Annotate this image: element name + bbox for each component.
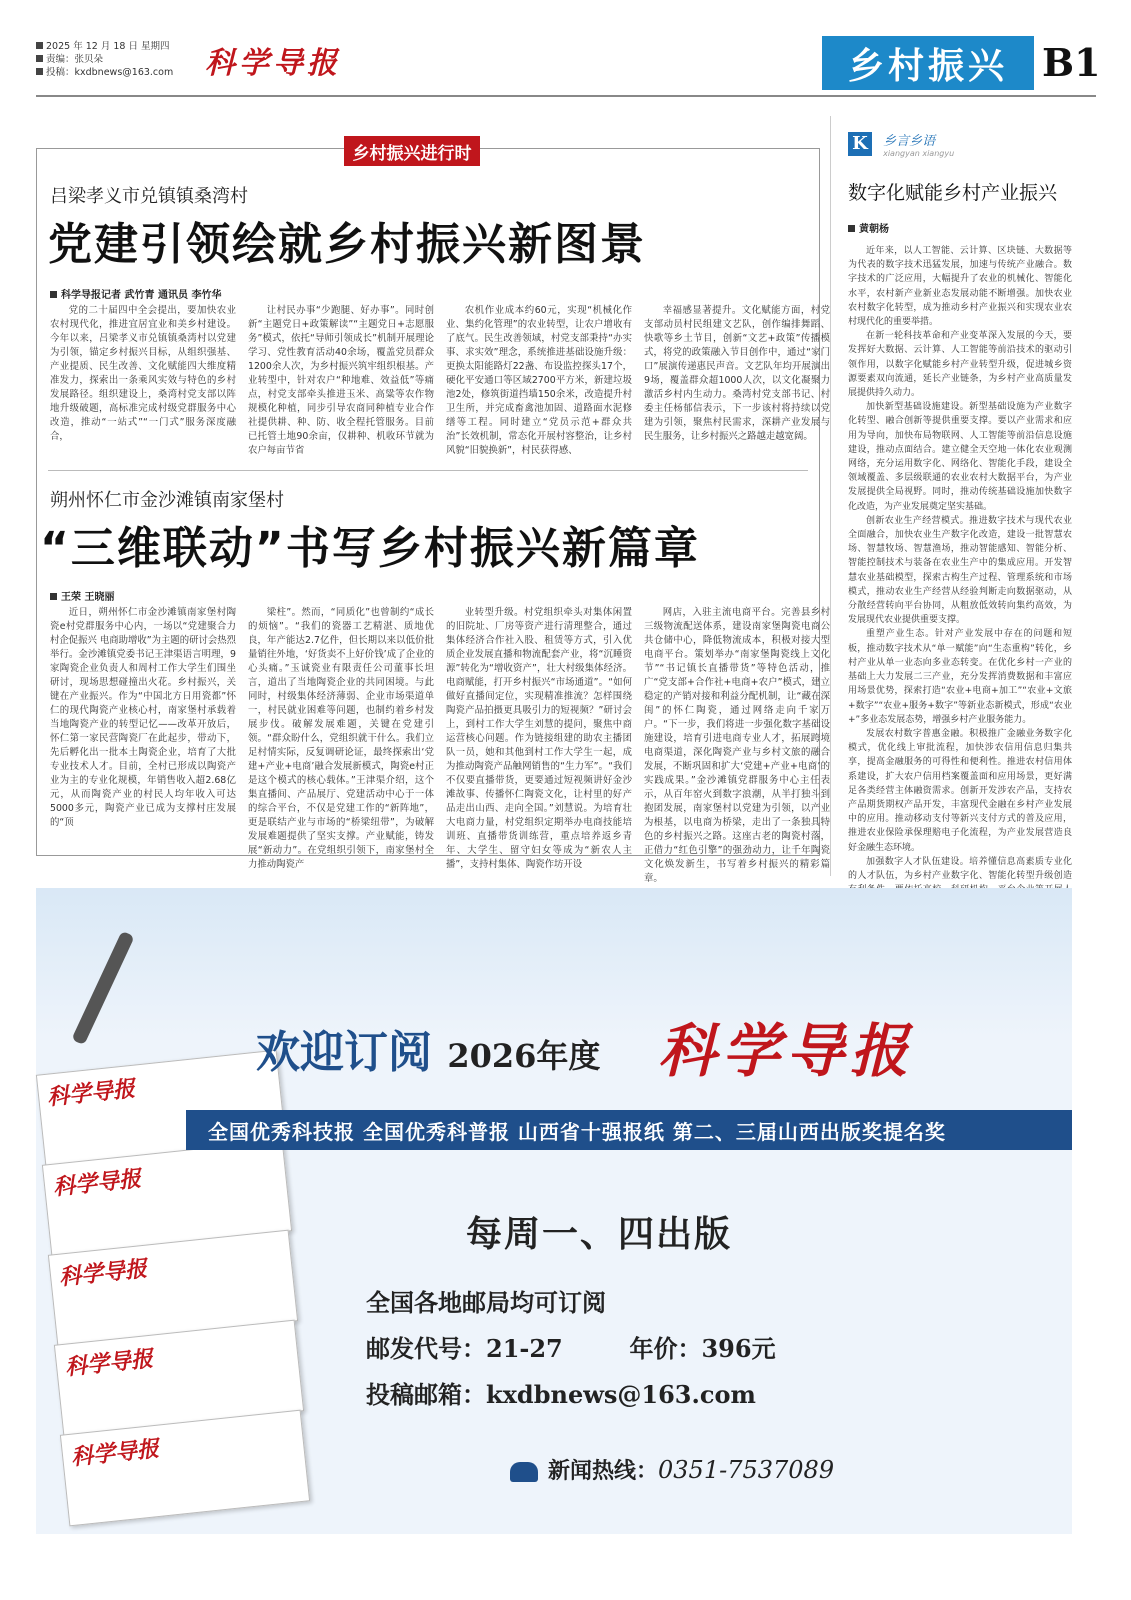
article-separator bbox=[48, 470, 808, 471]
newspaper-thumb-logo: 科学导报 bbox=[69, 1435, 161, 1471]
column-body bbox=[848, 244, 1072, 940]
article2-col-1: 近日，朔州怀仁市金沙滩镇南家堡村陶瓷e村党群服务中心内，一场以“党建聚合力 村企促振兴 电商助增收”为主题的研讨会热烈举行。金沙滩镇党委书记王津渠语言明理，9家陶瓷企业负责人和周村工作大学生们围坐研讨，现场思想碰撞出火花。乡村振兴，关键在产业振兴。作为“中国北方日用瓷都”怀仁的现代陶瓷产业核心村，南家堡村承载着当地陶瓷产业的转型记忆——改革开放后，怀仁第一家民营陶瓷厂在此起步，带动下，先后孵化出一批本土陶瓷企业，培育了大批专业技术人才。目前，全村已形成以陶瓷产业为主的专业化规模，年销售收入超2.68亿元，从而陶瓷产业的村民人均年收入可达5000多元，陶瓷产业已成为支撑村庄发展的“顶 bbox=[50, 607, 236, 828]
publish-schedule: 每周一、四出版 bbox=[466, 1213, 733, 1255]
postal-code: 邮发代号：21-27 bbox=[366, 1334, 563, 1363]
page-number: B1 bbox=[1042, 40, 1101, 85]
newspaper-thumb-logo: 科学导报 bbox=[63, 1345, 155, 1381]
column-para: 发展农村数字普惠金融。积极推广金融业务数字化模式，优化线上审批流程，加快涉农信用信息归集共享，提高金融服务的可得性和便利性。推进农村信用体系建设，扩大农户信用档案覆盖面和应用场景，更好满足各类经营主体融资需求。创新开发涉农产品，支持农产品期货期权产品开发，丰富现代金融在乡村产业发展中的应用。推动移动支付等新兴支付方式的普及应用，推进农业保险承保理赔电子化流程，为产业发展营造良好金融生态环境。 bbox=[848, 728, 1072, 853]
column-byline: 黄朝杨 bbox=[848, 220, 889, 235]
submission-email: 投稿：kxdbnews@163.com bbox=[36, 66, 173, 79]
subscription-year: 2026年度 bbox=[447, 1037, 601, 1075]
article1-col-2: 让村民办事“少跑腿、好办事”。同时创新“主题党日+政策解读”“主题党日+志愿服务”模式，依托“导师引领成长”机制开展理论学习、党性教育活动40余场，覆盖党员群众1200余人次，为乡村振兴筑牢组织根基。产业转型中，针对农户“种地难、效益低”等痛点，村党支部牵头推进玉米、高粱等农作物规模化种植，同步引导农商同种植专业合作社提供耕、种、防、收全程托管服务。目前已托管土地90余亩，仅耕种、机收环节就为农户每亩节省 bbox=[248, 305, 434, 456]
column-header bbox=[848, 130, 954, 158]
column-name-en: xiangyan xiangyu bbox=[883, 149, 955, 158]
column-divider bbox=[830, 116, 831, 876]
section-banner bbox=[822, 36, 1034, 90]
column-name-cn: 乡言乡语 bbox=[883, 134, 936, 149]
article1-body bbox=[50, 304, 830, 464]
annual-price: 年价：396元 bbox=[629, 1334, 776, 1363]
hotline-label: 新闻热线： bbox=[548, 1458, 659, 1484]
masthead-meta bbox=[36, 40, 173, 79]
promo-paper-logo: 科学导报 bbox=[658, 1017, 915, 1085]
article2-headline: “三维联动”书写乡村振兴新篇章 bbox=[40, 523, 700, 574]
article1-col-1: 党的二十届四中全会提出，要加快农业农村现代化，推进宜居宜业和美乡村建设。今年以来，吕梁孝义市兑镇镇桑湾村以党建为引领，锚定乡村振兴目标，从组织强基、产业提质、民生改善、文化赋能四大维度精准发力，探索出一条乘风实效与特色的乡村发展路径。组织建设上，桑湾村党支部以阵地升级破题，高标准完成村级党群服务中心改造，推动“一站式”“一门式”服务深度融合， bbox=[50, 305, 236, 442]
column-para: 近年来，以人工智能、云计算、区块链、大数据等为代表的数字技术迅猛发展，加速与传统产业融合。数字技术的广泛应用，大幅提升了农业的机械化、智能化水平，农村新产业新业态发展动能不断增强。加快农业农村数字化转型，成为推动乡村产业振兴和实现农业农村现代化的重要举措。 bbox=[848, 246, 1072, 328]
article2-col-3: 业转型升级。村党组织牵头对集体闲置的旧院址、厂房等资产进行清理整合，通过集体经济合作社入股、租赁等方式，引入优质企业发展直播和物流配套产业，将“沉睡资源”转化为“增收资产”，壮大村级集体经济。电商赋能，打开乡村振兴“市场通道”。“如何做好直播间定位，实现精准推流？怎样围绕陶瓷产品拍摄更具吸引力的短视频？”研讨会上，到村工作大学生刘慧的提问，聚焦中商运营核心问题。作为链接组建的助农主播团队一员，她和其他到村工作大学生一起，成为推动陶瓷产品触网销售的“生力军”。“我们不仅要直播带货，更要通过短视频讲好金沙滩故事、传播怀仁陶瓷文化，让村里的好产品走出山西、走向全国。”刘慧说。为培育壮大电商力量，村党组织定期举办电商技能培训班、直播带货训练营，重点培养返乡青年、大学生、留守妇女等成为“新农人主播”，支持村集体、陶瓷作坊开设 bbox=[446, 607, 632, 870]
issue-date: 2025 年 12 月 18 日 星期四 bbox=[36, 40, 173, 53]
awards-banner: 全国优秀科技报 全国优秀科普报 山西省十强报纸 第二、三届山西出版奖提名奖 bbox=[186, 1110, 1072, 1150]
article1-col-3: 农机作业成本约60元，实现“机械化作业、集约化管理”的农业转型，让农户增收有了底气。民生改善领域，村党支部秉持“办实事、求实效”理念，系统推进基础设施升级：更换太阳能路灯22盏、布设监控探头17个，硬化平安通口等区域2700平方米，新建垃圾池2处，修筑街道挡墙150余米，改造提升村卫生所，并完成畜禽池加固、道路面水泥修缮等工程。同时建立“党员示范+群众共治”长效机制，常态化开展村容整治，让乡村风貌“旧貌换新”，村民获得感、 bbox=[446, 305, 632, 456]
newspaper-thumb-logo: 科学导报 bbox=[51, 1165, 143, 1201]
article2-byline: 王荣 王晓丽 bbox=[50, 588, 114, 603]
article2-body bbox=[50, 606, 830, 884]
post-office-line: 全国各地邮局均可订阅 bbox=[366, 1288, 606, 1317]
column-para: 重塑产业生态。针对产业发展中存在的问题和短板，推动数字技术从“单一赋能”向“生态重构”转化，乡村产业从单一业态向多业态转变。在优化乡村一产业的基础上大力发展二三产业，充分发挥消费数据和丰富应用场景优势，探索打造“农业+电商+加工”“农业+文旅+数字”“农业+服务+数字”等新业态新模式，形成“农业+”多业态发展态势，增强乡村产业服务能力。 bbox=[848, 629, 1072, 725]
article1-headline: 党建引领绘就乡村振兴新图景 bbox=[48, 219, 646, 270]
postal-code-line bbox=[366, 1326, 776, 1372]
feature-tag: 乡村振兴进行时 bbox=[344, 136, 480, 166]
submission-email-line: 投稿邮箱：kxdbnews@163.com bbox=[366, 1380, 756, 1409]
paper-logo: 科学导报 bbox=[205, 46, 341, 81]
article2-col-2: 梁柱”。然而，“同质化”也曾制约“成长的烦恼”。“我们的瓷器工艺精湛、质地优良，年产能达2.7亿件，但长期以来以低价批量销往外地，‘好货卖不上好价钱’成了企业的心头痛。”玉诚瓷业有限责任公司董事长坦言，道出了当地陶瓷企业的共同困境。与此同时，村级集体经济薄弱、企业市场渠道单一，村民就业困难等问题，也制约着乡村发展步伐。破解发展难题，关键在党建引领。“群众盼什么，党组织就干什么。我们立足村情实际，反复调研论证，最终探索出‘党建+产业+电商’融合发展新模式，陶瓷e村正是这个模式的核心载体。”王津渠介绍，这个集直播间、产品展厅、党建活动中心于一体的综合平台，不仅是党建工作的“新阵地”，更是联结产业与市场的“桥梁纽带”，为破解发展难题提供了坚实支撑。产业赋能，铸发展“新动力”。在党组织引领下，南家堡村全力推动陶瓷产 bbox=[248, 607, 434, 870]
subscription-info bbox=[366, 1280, 776, 1418]
article1-col-4: 幸福感显著提升。文化赋能方面，村党支部动员村民组建文艺队，创作编排舞蹈、快歌等乡土节目，创新“文艺+政策”传播模式，将党的政策融入节目创作中，通过“家门口”展演传递惠民声音。文艺队年均开展演出9场，覆盖群众超1000人次，以文化凝聚力激活乡村内生动力。桑湾村党支部书记、村委主任杨郁信表示，下一步该村将持续以党建为引领，聚焦村民需求，深耕产业发展与民生服务，让乡村振兴之路越走越宽阔。 bbox=[644, 305, 830, 442]
hotline-number: 0351-7537089 bbox=[658, 1456, 835, 1484]
section-title: 乡村振兴 bbox=[847, 45, 1008, 87]
article2-kicker: 朔州怀仁市金沙滩镇南家堡村 bbox=[50, 490, 284, 511]
column-para: 在新一轮科技革命和产业变革深入发展的今天，要发挥好大数据、云计算、人工智能等前沿技术的驱动引领作用，以数字化赋能乡村产业转型升级，促进城乡资源要素双向流通，延长产业链条，为乡村产业高质量发展提供持久动力。 bbox=[848, 331, 1072, 399]
welcome-text: 欢迎订阅 bbox=[256, 1027, 432, 1078]
article2-col-4: 网店，入驻主流电商平台。完善县乡村三级物流配送体系，建设南家堡陶瓷电商公共仓储中心，降低物流成本，积极对接大型电商平台。策划举办“南家堡陶瓷线上文化节”“书记镇长直播带货”等特色活动，推广“党支部+合作社+电商+农户”模式，建立稳定的产销对接和利益分配机制，让“藏在深闺”的怀仁陶瓷，通过网络走向千家万户。“下一步，我们将进一步强化数字基础设施建设，培育引进电商专业人才，拓展跨境电商渠道，深化陶瓷产业与乡村文旅的融合发展，不断巩固和扩大‘党建+产业+电商’的实践成果。”金沙滩镇党群服务中心主任表示，从百年窑火到数字浪潮，从半打独斗到抱团发展，南家堡村以党建为引领，以产业为根基，以电商为桥梁，走出了一条独具特色的乡村振兴之路。这座古老的陶瓷村落，正借力“红色引擎”的强劲动力，让千年陶瓷文化焕发新生，书写着乡村振兴的精彩篇章。 bbox=[644, 607, 830, 884]
welcome-subscribe bbox=[256, 1016, 600, 1080]
phone-icon bbox=[510, 1462, 538, 1482]
article1-kicker: 吕梁孝义市兑镇镇桑湾村 bbox=[50, 186, 248, 207]
editor-credit: 责编：张贝朵 bbox=[36, 53, 173, 66]
column-para: 加强数字人才队伍建设。培养懂信息高素质专业化的人才队伍，为乡村产业数字化、智能化转型升级创造 bbox=[848, 856, 1072, 881]
column-name bbox=[883, 130, 954, 158]
column-para: 加快新型基础设施建设。新型基础设施为产业数字化转型、融合创新等提供重要支撑。要以产业需求和应用为导向，加快布局物联网、人工智能等前沿信息设施建设，推动点面结合。建立健全天空地一体化农业观测网络，充分运用数字化、网络化、智能化手段，建设全领域覆盖、多层级联通的农业农村大数据平台，为产业发展提供全局视野。同时，推动传统基础设施加快数字化改造，为产业发展奠定坚实基础。 bbox=[848, 402, 1072, 512]
newspaper-thumb-logo: 科学导报 bbox=[45, 1075, 137, 1111]
newspaper-thumb-logo: 科学导报 bbox=[57, 1255, 149, 1291]
article1-byline: 科学导报记者 武竹青 通讯员 李竹华 bbox=[50, 286, 221, 301]
column-k-icon: K bbox=[848, 132, 872, 156]
subscription-ad bbox=[36, 888, 1072, 1534]
news-hotline bbox=[510, 1454, 834, 1485]
column-title: 数字化赋能乡村产业振兴 bbox=[848, 182, 1058, 204]
masthead-divider bbox=[36, 95, 1096, 97]
column-para: 创新农业生产经营模式。推进数字技术与现代农业全面融合，加快农业生产数字化改造，建设一批智慧农场、智慧牧场、智慧渔场，推动智能感知、智能分析、智能控制技术与装备在农业生产中的集成应用。开发智慧农业基础模型，探索古构生产过程、管理系统和市场模式，推动农业生产经营从经验判断走向数据驱动，从分散经营转向平台协同，从粗放低效转向集约高效，为发展现代农业提供重要支撑。 bbox=[848, 515, 1072, 626]
